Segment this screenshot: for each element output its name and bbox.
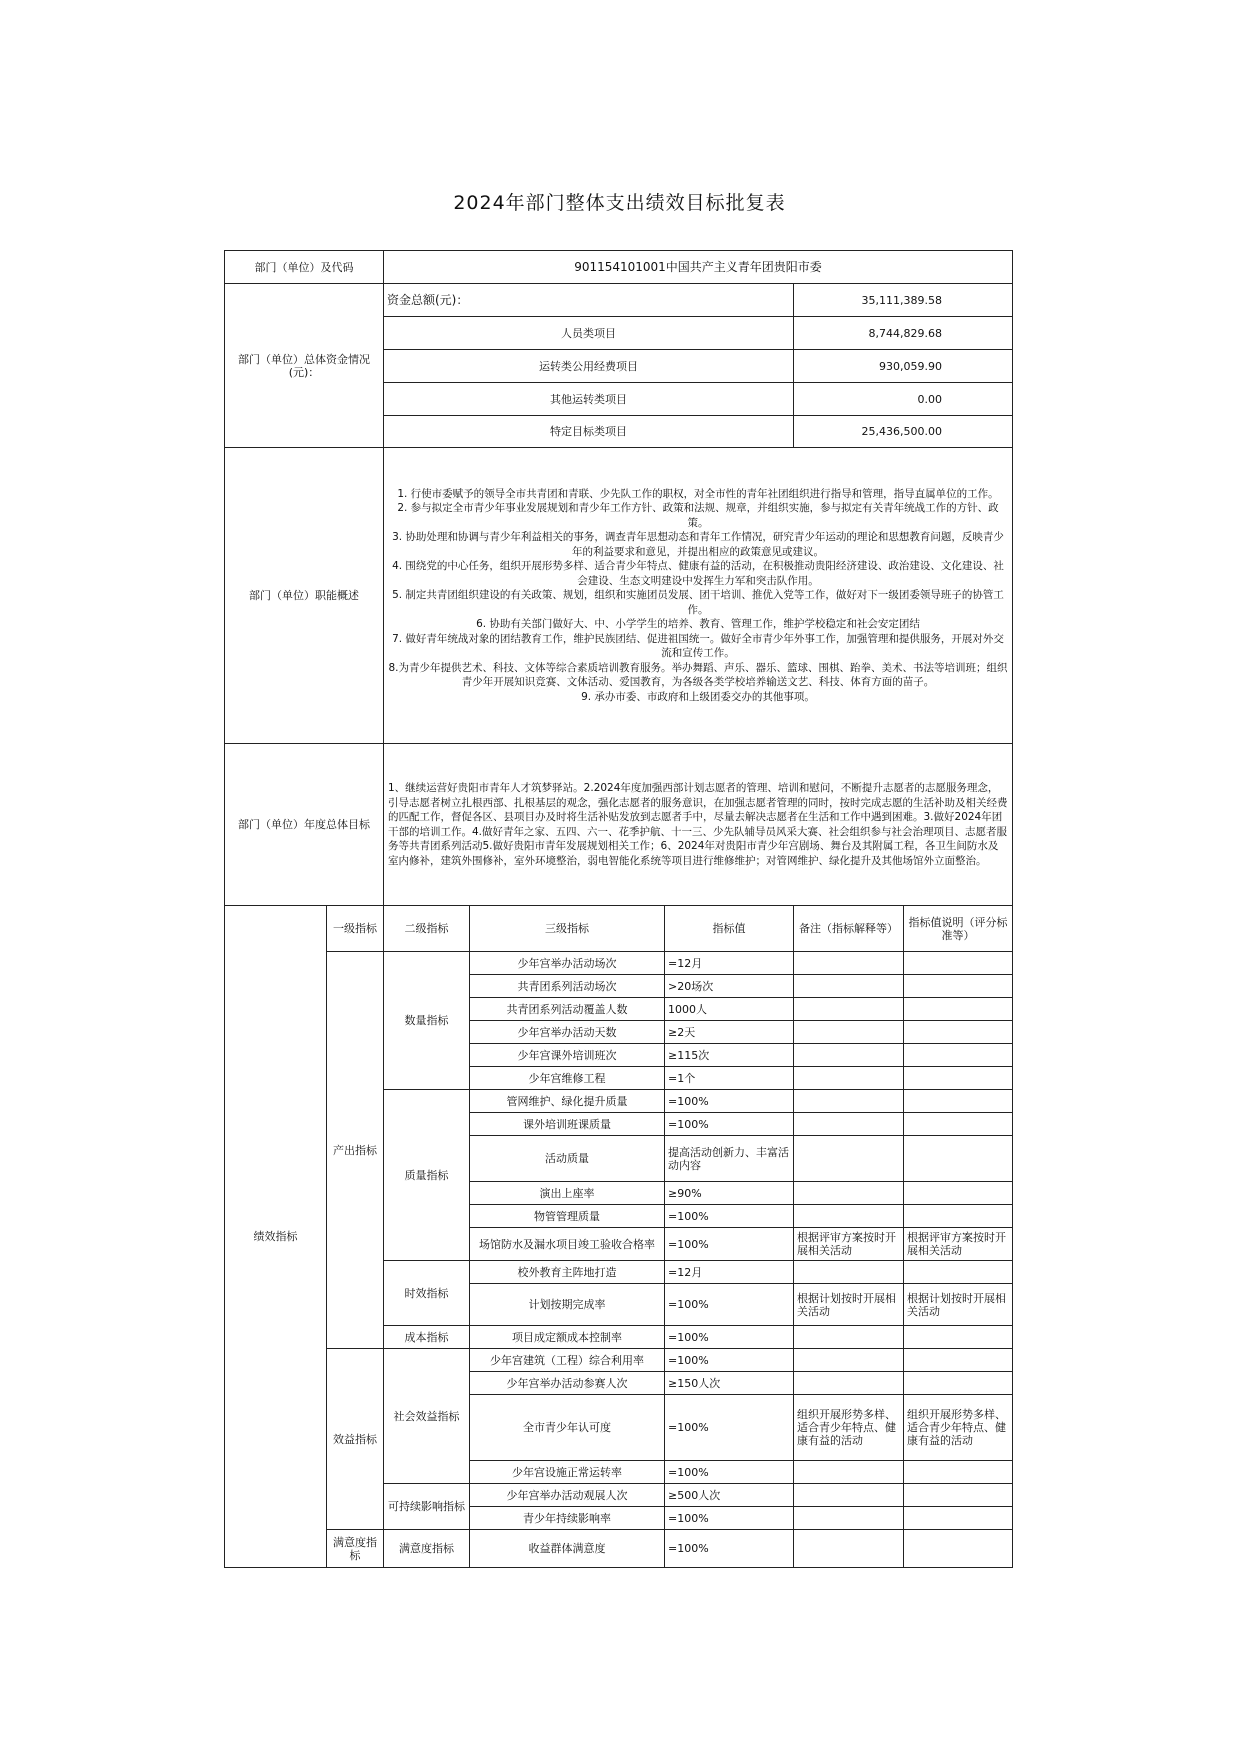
indicator-value: =100% (665, 1284, 794, 1326)
level2-cost: 成本指标 (384, 1326, 470, 1349)
indicator-name: 少年宫建筑（工程）综合利用率 (470, 1349, 665, 1372)
indicator-name: 管网维护、绿化提升质量 (470, 1090, 665, 1113)
indicator-desc (904, 1461, 1013, 1484)
indicator-desc: 根据计划按时开展相关活动 (904, 1284, 1013, 1326)
level2-satis: 满意度指标 (384, 1530, 470, 1568)
indicator-note (794, 1484, 904, 1507)
duty-item: 1. 行使市委赋予的领导全市共青团和青联、少先队工作的职权，对全市性的青年社团组织进行指导和管理，指导直属单位的工作。 (397, 487, 999, 500)
indicator-name: 少年宫举办活动参赛人次 (470, 1372, 665, 1395)
level2-quantity: 数量指标 (384, 952, 470, 1090)
level2-social: 社会效益指标 (384, 1349, 470, 1484)
indicator-value: 1000人 (665, 998, 794, 1021)
indicator-name: 全市青少年认可度 (470, 1395, 665, 1461)
indicator-note (794, 975, 904, 998)
level1-satisfaction: 满意度指标 (327, 1530, 384, 1568)
indicator-desc (904, 1182, 1013, 1205)
funds-row-value: 0.00 (794, 383, 1013, 416)
indicator-desc (904, 1205, 1013, 1228)
indicator-desc (904, 1372, 1013, 1395)
indicator-name: 收益群体满意度 (470, 1530, 665, 1568)
indicator-desc (904, 1021, 1013, 1044)
indicator-value: ≥2天 (665, 1021, 794, 1044)
funds-row-name: 其他运转类项目 (384, 383, 794, 416)
funds-label: 部门（单位）总体资金情况(元)： (225, 284, 384, 448)
indicator-name: 活动质量 (470, 1136, 665, 1182)
indicator-name: 计划按期完成率 (470, 1284, 665, 1326)
indicator-name: 校外教育主阵地打造 (470, 1261, 665, 1284)
indicator-note (794, 1530, 904, 1568)
indicator-value: ≥150人次 (665, 1372, 794, 1395)
indicator-desc (904, 1326, 1013, 1349)
indicator-value: =100% (665, 1395, 794, 1461)
indicator-desc (904, 1090, 1013, 1113)
indicator-desc (904, 1044, 1013, 1067)
indicator-name: 青少年持续影响率 (470, 1507, 665, 1530)
indicator-note (794, 1205, 904, 1228)
indicator-note: 组织开展形势多样、适合青少年特点、健康有益的活动 (794, 1395, 904, 1461)
indicator-note (794, 1507, 904, 1530)
indicator-name: 共青团系列活动场次 (470, 975, 665, 998)
indicator-desc (904, 998, 1013, 1021)
indicator-desc (904, 1261, 1013, 1284)
indicator-note (794, 998, 904, 1021)
indicator-note (794, 1067, 904, 1090)
duty-item: 7. 做好青年统战对象的团结教育工作，维护民族团结、促进祖国统一。做好全市青少年外事工作，加强管理和提供服务，开展对外交流和宣传工作。 (392, 632, 1004, 660)
indicator-value: =100% (665, 1228, 794, 1261)
indicator-desc (904, 1113, 1013, 1136)
indicator-note (794, 1349, 904, 1372)
indicator-desc (904, 1484, 1013, 1507)
indicator-value: =100% (665, 1530, 794, 1568)
indicator-note (794, 1326, 904, 1349)
indicator-name: 少年宫设施正常运转率 (470, 1461, 665, 1484)
level2-sustain: 可持续影响指标 (384, 1484, 470, 1530)
level1-output: 产出指标 (327, 952, 384, 1349)
indicator-note: 根据评审方案按时开展相关活动 (794, 1228, 904, 1261)
duty-item: 8.为青少年提供艺术、科技、文体等综合素质培训教育服务。举办舞蹈、声乐、器乐、篮球、围棋、跆拳、美术、书法等培训班；组织青少年开展知识竞赛、文体活动、爱国教育，为各级各类学校培养输送文艺、科技、体育方面的苗子。 (388, 661, 1008, 689)
indicator-name: 共青团系列活动覆盖人数 (470, 998, 665, 1021)
header-cell: 指标值 (665, 906, 794, 952)
level2-timeliness: 时效指标 (384, 1261, 470, 1326)
indicator-name: 少年宫举办活动场次 (470, 952, 665, 975)
indicator-value: =12月 (665, 1261, 794, 1284)
funds-row-value: 8,744,829.68 (794, 317, 1013, 350)
indicator-value: ≥115次 (665, 1044, 794, 1067)
header-cell: 二级指标 (384, 906, 470, 952)
annual-goal-text: 1、继续运营好贵阳市青年人才筑梦驿站。2.2024年度加强西部计划志愿者的管理、培训和慰问，不断提升志愿者的志愿服务理念，引导志愿者树立扎根西部、扎根基层的观念，强化志愿者的服务意识，在加强志愿者管理的同时，按时完成志愿的生活补助及相关经费的匹配工作，督促各区、县项目办及时将生活补贴发放到志愿者手中，尽量去解决志愿者在生活和工作中遇到困难。3.做好2024年团干部的培训工作。4.做好青年之家、五四、六一、花季护航、十一三、少先队辅导员风采大赛、社会组织参与社会治理项目、志愿者服务等共青团系列活动5.做好贵阳市青年发展规划相关工作；6、2024年对贵阳市青少年宫剧场、舞台及其附属工程，各卫生间防水及室内修补，建筑外围修补，室外环境整治，弱电智能化系统等项目进行维修维护；对管网维护、绿化提升及其他场馆外立面整治。 (384, 744, 1013, 906)
indicator-note (794, 1182, 904, 1205)
funds-row-name: 运转类公用经费项目 (384, 350, 794, 383)
indicator-value: >20场次 (665, 975, 794, 998)
annual-goal-label: 部门（单位）年度总体目标 (225, 744, 384, 906)
indicator-note (794, 1261, 904, 1284)
funds-row-value: 930,059.90 (794, 350, 1013, 383)
performance-target-table (224, 250, 1013, 1568)
funds-row-name: 特定目标类项目 (384, 416, 794, 448)
indicator-desc (904, 1349, 1013, 1372)
duty-item: 6. 协助有关部门做好大、中、小学学生的培养、教育、管理工作，维护学校稳定和社会安定团结 (476, 618, 920, 631)
duty-item: 9. 承办市委、市政府和上级团委交办的其他事项。 (581, 690, 815, 703)
indicator-desc (904, 1530, 1013, 1568)
header-cell: 三级指标 (470, 906, 665, 952)
duties-label: 部门（单位）职能概述 (225, 448, 384, 744)
indicator-name: 物管管理质量 (470, 1205, 665, 1228)
indicator-desc (904, 1067, 1013, 1090)
indicator-name: 少年宫维修工程 (470, 1067, 665, 1090)
indicator-name: 课外培训班课质量 (470, 1113, 665, 1136)
indicator-name: 场馆防水及漏水项目竣工验收合格率 (470, 1228, 665, 1261)
duty-item: 3. 协助处理和协调与青少年利益相关的事务，调查青年思想动态和青年工作情况，研究青少年运动的理论和思想教育问题，反映青少年的利益要求和意见，并提出相应的政策意见或建议。 (392, 531, 1004, 558)
indicator-note (794, 1044, 904, 1067)
indicator-value: =100% (665, 1349, 794, 1372)
indicator-value: =100% (665, 1507, 794, 1530)
funds-row-value: 25,436,500.00 (794, 416, 1013, 448)
indicator-desc (904, 1136, 1013, 1182)
indicator-value: 提高活动创新力、丰富活动内容 (665, 1136, 794, 1182)
indicator-note (794, 1372, 904, 1395)
duty-item: 5. 制定共青团组织建设的有关政策、规划，组织和实施团员发展、团干培训、推优入党等工作，做好对下一级团委领导班子的协管工作。 (392, 589, 1004, 616)
indicator-desc: 根据评审方案按时开展相关活动 (904, 1228, 1013, 1261)
indicator-value: ≥90% (665, 1182, 794, 1205)
indicator-note (794, 1090, 904, 1113)
level1-benefit: 效益指标 (327, 1349, 384, 1530)
indicator-value: =100% (665, 1461, 794, 1484)
indicator-note: 根据计划按时开展相关活动 (794, 1284, 904, 1326)
funds-row-name: 人员类项目 (384, 317, 794, 350)
indicator-value: =100% (665, 1113, 794, 1136)
indicator-value: =100% (665, 1205, 794, 1228)
dept-value: 901154101001中国共产主义青年团贵阳市委 (384, 251, 1013, 284)
indicator-desc: 组织开展形势多样、适合青少年特点、健康有益的活动 (904, 1395, 1013, 1461)
indicator-note (794, 1113, 904, 1136)
header-cell: 指标值说明（评分标准等） (904, 906, 1013, 952)
indicator-desc (904, 975, 1013, 998)
header-cell: 一级指标 (327, 906, 384, 952)
level2-quality: 质量指标 (384, 1090, 470, 1261)
indicator-name: 项目成定额成本控制率 (470, 1326, 665, 1349)
duty-item: 4. 围绕党的中心任务，组织开展形势多样、适合青少年特点、健康有益的活动，在积极推动贵阳经济建设、政治建设、文化建设、社会建设、生态文明建设中发挥生力军和突击队作用。 (392, 560, 1004, 587)
indicator-value: =100% (665, 1326, 794, 1349)
indicator-note (794, 952, 904, 975)
indicator-desc (904, 1507, 1013, 1530)
indicator-note (794, 1021, 904, 1044)
indicator-value: =100% (665, 1090, 794, 1113)
duties-content (384, 448, 1013, 744)
perf-label: 绩效指标 (225, 906, 327, 1568)
indicator-name: 少年宫举办活动观展人次 (470, 1484, 665, 1507)
indicator-note (794, 1136, 904, 1182)
funds-total-value: 35,111,389.58 (794, 284, 1013, 317)
indicator-value: =12月 (665, 952, 794, 975)
indicator-note (794, 1461, 904, 1484)
indicator-name: 演出上座率 (470, 1182, 665, 1205)
page-title: 2024年部门整体支出绩效目标批复表 (453, 192, 786, 214)
indicator-name: 少年宫课外培训班次 (470, 1044, 665, 1067)
indicator-value: ≥500人次 (665, 1484, 794, 1507)
indicator-value: =1个 (665, 1067, 794, 1090)
funds-total-label: 资金总额(元)： (384, 284, 794, 317)
indicator-desc (904, 952, 1013, 975)
indicator-name: 少年宫举办活动天数 (470, 1021, 665, 1044)
header-cell: 备注（指标解释等） (794, 906, 904, 952)
dept-label: 部门（单位）及代码 (225, 251, 384, 284)
duty-item: 2. 参与拟定全市青少年事业发展规划和青少年工作方针、政策和法规、规章，并组织实施，参与拟定有关青年统战工作的方针、政策。 (397, 502, 999, 529)
